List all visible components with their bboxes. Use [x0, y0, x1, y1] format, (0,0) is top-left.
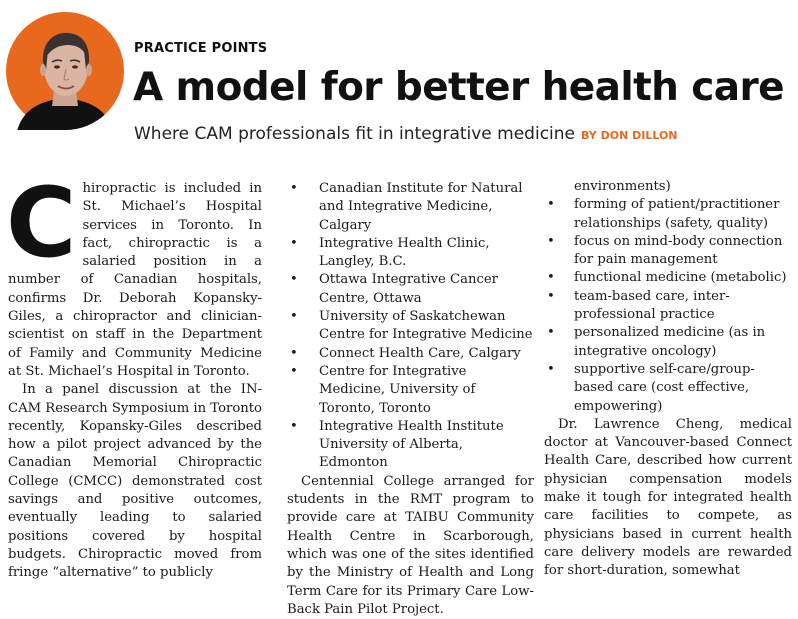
paragraph-text: hiropractic is included in St. Michael’s Hospital services in Toronto. In fact, chiropractic is a salaried position in a number of Canadian hospitals, confirms Dr. Deborah Kopansky-Giles, a chiropractor and clinician-scientist on staff in the Department of Family and Community Medicine at St. Michael’s Hospital in Toronto.	[8, 181, 262, 379]
author-byline: BY DON DILLON	[581, 129, 678, 142]
list-item	[544, 196, 792, 233]
paragraph: Centennial College arranged for students in the RMT program to provide care at TAIBU Community Health Centre in Scarborough, which was one of the sites identified by the Ministry of Health and Long Term Care for its Primary Care Low-Back Pain Pilot Project.	[287, 473, 534, 617]
list-item-text: Ottawa Integrative Cancer Centre, Ottawa	[319, 272, 498, 306]
article-title: A model for better health care	[133, 65, 784, 110]
subtitle-text: Where CAM professionals fit in integrative medicine	[134, 124, 576, 144]
list-item-text: University of Saskatchewan Centre for Integrative Medicine	[319, 309, 533, 343]
list-item	[544, 324, 792, 361]
list-item-text: functional medicine (metabolic)	[574, 270, 787, 286]
bullet-icon: •	[290, 181, 298, 196]
list-item-text: focus on mind-body connection for pain management	[574, 233, 783, 268]
list-item-text: personalized medicine (as in integrative oncology)	[574, 325, 766, 359]
paragraph	[6, 167, 262, 381]
bullet-icon: •	[547, 325, 555, 341]
list-item	[544, 269, 792, 287]
list-item-text: Centre for Integrative Medicine, University of Toronto, Toronto	[319, 363, 476, 416]
list-item-text: supportive self-care/group-based care (cost effective, empowering)	[574, 361, 755, 414]
list-item-text: Integrative Health Institute University of Alberta, Edmonton	[319, 418, 504, 471]
integrative-centres-list	[287, 180, 534, 473]
bullet-icon: •	[290, 272, 298, 288]
bullet-icon: •	[290, 235, 298, 251]
column-3	[544, 178, 792, 581]
article-header	[0, 0, 798, 160]
bullet-icon: •	[547, 288, 555, 304]
paragraph: Dr. Lawrence Cheng, medical doctor at Vancouver-based Connect Health Care, described how current physician compensation models make it tough for integrated health care facilities to compete, as physicians based in current health care delivery models are rewarded for short-duration, somewhat	[544, 416, 792, 579]
column-1	[6, 167, 262, 583]
bullet-icon: •	[547, 361, 555, 377]
list-item	[287, 363, 534, 418]
author-avatar	[6, 12, 124, 136]
bullet-icon: •	[290, 345, 298, 361]
column-2	[287, 180, 534, 619]
bullet-icon: •	[290, 418, 298, 434]
list-item	[287, 271, 534, 308]
bullet-icon: •	[547, 197, 555, 213]
drop-cap: C	[6, 167, 77, 279]
bullet-icon: •	[547, 270, 555, 286]
bullet-icon: •	[290, 309, 298, 325]
list-item-text: Connect Health Care, Calgary	[319, 345, 521, 361]
list-item	[544, 361, 792, 416]
list-item	[287, 235, 534, 272]
list-item	[544, 288, 792, 325]
list-item-text: team-based care, inter-professional practice	[574, 288, 730, 323]
paragraph: In a panel discussion at the IN-CAM Research Symposium in Toronto recently, Kopansky-Giles described how a pilot project advanced by the Canadian Memorial Chiropractic College (CMCC) demonstrated cost savings and positive outcomes, eventually leading to salaried positions covered by hospital budgets. Chiropractic moved from fringe “alternative” to publicly	[8, 382, 262, 581]
list-item-text: Integrative Health Clinic, Langley, B.C.	[319, 235, 490, 270]
list-item	[287, 418, 534, 473]
list-item-text: Canadian Institute for Natural and Integrative Medicine, Calgary	[319, 181, 523, 233]
bullet-icon: •	[290, 363, 298, 379]
section-kicker: PRACTICE POINTS	[134, 41, 268, 56]
list-continuation: environments)	[574, 179, 671, 194]
bullet-icon: •	[547, 233, 555, 249]
list-item	[287, 345, 534, 363]
list-item-text: forming of patient/practitioner relationships (safety, quality)	[574, 197, 780, 231]
list-item	[287, 308, 534, 345]
article-subtitle	[134, 124, 678, 144]
list-item	[287, 180, 534, 235]
author-portrait-illustration	[6, 12, 124, 136]
list-item	[544, 233, 792, 270]
integrative-care-features-list	[544, 196, 792, 416]
